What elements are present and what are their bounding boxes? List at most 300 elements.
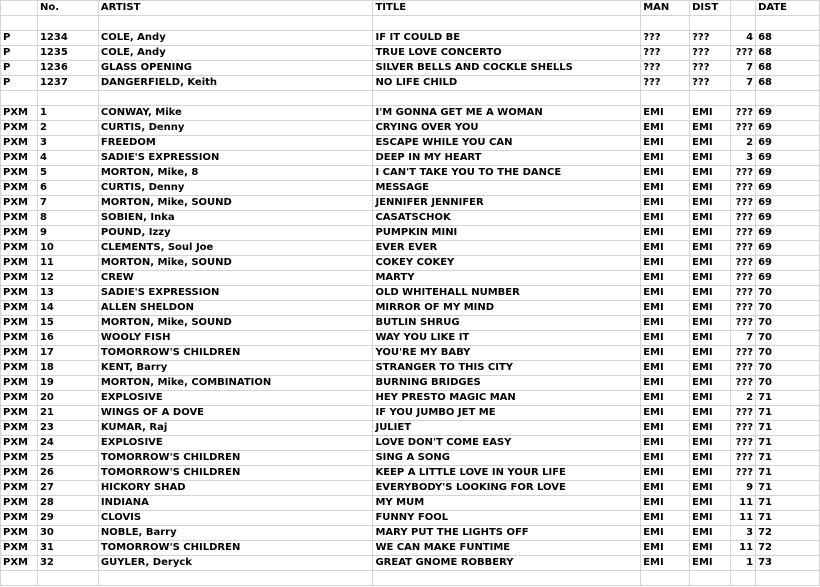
cell-manufacturer[interactable]: EMI <box>641 301 690 316</box>
cell-manufacturer[interactable]: EMI <box>641 466 690 481</box>
cell-manufacturer[interactable]: EMI <box>641 526 690 541</box>
cell-number[interactable] <box>37 91 98 106</box>
cell-distributor[interactable]: ??? <box>690 46 731 61</box>
cell-artist[interactable]: COLE, Andy <box>98 31 373 46</box>
cell-manufacturer[interactable]: ??? <box>641 31 690 46</box>
cell-prefix[interactable]: PXM <box>1 211 38 226</box>
cell-number[interactable]: 3 <box>37 136 98 151</box>
cell-distributor[interactable]: EMI <box>690 541 731 556</box>
cell-date[interactable]: 71 <box>756 391 820 406</box>
cell-artist[interactable]: CURTIS, Denny <box>98 121 373 136</box>
cell-title[interactable]: COKEY COKEY <box>373 256 641 271</box>
cell-artist[interactable]: KUMAR, Raj <box>98 421 373 436</box>
cell-prefix[interactable]: PXM <box>1 271 38 286</box>
cell-number[interactable]: 5 <box>37 166 98 181</box>
cell-number[interactable]: 19 <box>37 376 98 391</box>
cell-chart-position[interactable]: 2 <box>731 136 756 151</box>
cell-chart-position[interactable]: ??? <box>731 166 756 181</box>
cell-number[interactable]: 1235 <box>37 46 98 61</box>
cell-prefix[interactable]: PXM <box>1 466 38 481</box>
cell-number[interactable] <box>37 571 98 586</box>
cell-distributor[interactable]: EMI <box>690 466 731 481</box>
cell-chart-position[interactable] <box>731 91 756 106</box>
cell-title[interactable]: MARY PUT THE LIGHTS OFF <box>373 526 641 541</box>
cell-chart-position[interactable]: 2 <box>731 391 756 406</box>
cell-artist[interactable]: DANGERFIELD, Keith <box>98 76 373 91</box>
cell-prefix[interactable]: PXM <box>1 526 38 541</box>
cell-date[interactable]: 69 <box>756 151 820 166</box>
cell-distributor[interactable]: EMI <box>690 196 731 211</box>
cell-number[interactable]: 21 <box>37 406 98 421</box>
cell-manufacturer[interactable]: EMI <box>641 376 690 391</box>
cell-prefix[interactable]: PXM <box>1 556 38 571</box>
cell-number[interactable]: 1236 <box>37 61 98 76</box>
cell-title[interactable]: FUNNY FOOL <box>373 511 641 526</box>
cell-chart-position[interactable]: ??? <box>731 301 756 316</box>
cell-prefix[interactable]: PXM <box>1 361 38 376</box>
cell-artist[interactable]: WINGS OF A DOVE <box>98 406 373 421</box>
cell-manufacturer[interactable]: EMI <box>641 271 690 286</box>
cell-manufacturer[interactable]: EMI <box>641 241 690 256</box>
cell-chart-position[interactable]: ??? <box>731 466 756 481</box>
cell-artist[interactable]: GLASS OPENING <box>98 61 373 76</box>
cell-chart-position[interactable]: ??? <box>731 376 756 391</box>
cell-artist[interactable]: EXPLOSIVE <box>98 436 373 451</box>
cell-artist[interactable] <box>98 91 373 106</box>
cell-number[interactable]: 10 <box>37 241 98 256</box>
cell-distributor[interactable] <box>690 571 731 586</box>
cell-date[interactable]: 69 <box>756 226 820 241</box>
cell-distributor[interactable]: EMI <box>690 121 731 136</box>
cell-date[interactable]: 72 <box>756 526 820 541</box>
cell-artist[interactable]: TOMORROW'S CHILDREN <box>98 541 373 556</box>
cell-number[interactable]: 30 <box>37 526 98 541</box>
cell-date[interactable]: 69 <box>756 271 820 286</box>
cell-artist[interactable]: WOOLY FISH <box>98 331 373 346</box>
header-cell-number[interactable]: No. <box>37 1 98 16</box>
cell-title[interactable]: MARTY <box>373 271 641 286</box>
cell-title[interactable]: JULIET <box>373 421 641 436</box>
cell-manufacturer[interactable]: EMI <box>641 436 690 451</box>
cell-distributor[interactable]: EMI <box>690 481 731 496</box>
cell-date[interactable]: 71 <box>756 406 820 421</box>
cell-manufacturer[interactable]: EMI <box>641 136 690 151</box>
cell-prefix[interactable] <box>1 571 38 586</box>
cell-title[interactable]: KEEP A LITTLE LOVE IN YOUR LIFE <box>373 466 641 481</box>
cell-title[interactable]: SING A SONG <box>373 451 641 466</box>
cell-title[interactable] <box>373 16 641 31</box>
cell-number[interactable] <box>37 16 98 31</box>
cell-date[interactable]: 69 <box>756 211 820 226</box>
cell-date[interactable]: 68 <box>756 46 820 61</box>
cell-distributor[interactable]: EMI <box>690 436 731 451</box>
cell-chart-position[interactable]: ??? <box>731 436 756 451</box>
cell-prefix[interactable]: PXM <box>1 121 38 136</box>
cell-distributor[interactable]: EMI <box>690 211 731 226</box>
cell-chart-position[interactable]: ??? <box>731 211 756 226</box>
cell-title[interactable]: HEY PRESTO MAGIC MAN <box>373 391 641 406</box>
cell-number[interactable]: 6 <box>37 181 98 196</box>
cell-prefix[interactable]: PXM <box>1 541 38 556</box>
cell-title[interactable]: JENNIFER JENNIFER <box>373 196 641 211</box>
cell-chart-position[interactable]: ??? <box>731 286 756 301</box>
header-cell-prefix[interactable] <box>1 1 38 16</box>
cell-date[interactable] <box>756 91 820 106</box>
cell-manufacturer[interactable]: EMI <box>641 496 690 511</box>
cell-number[interactable]: 4 <box>37 151 98 166</box>
cell-artist[interactable]: CURTIS, Denny <box>98 181 373 196</box>
cell-title[interactable]: CRYING OVER YOU <box>373 121 641 136</box>
cell-artist[interactable]: HICKORY SHAD <box>98 481 373 496</box>
cell-date[interactable]: 73 <box>756 556 820 571</box>
cell-number[interactable]: 2 <box>37 121 98 136</box>
cell-prefix[interactable]: PXM <box>1 481 38 496</box>
cell-date[interactable]: 69 <box>756 181 820 196</box>
cell-chart-position[interactable]: ??? <box>731 121 756 136</box>
cell-distributor[interactable]: EMI <box>690 451 731 466</box>
cell-manufacturer[interactable]: EMI <box>641 106 690 121</box>
cell-title[interactable] <box>373 571 641 586</box>
header-cell-date[interactable]: DATE <box>756 1 820 16</box>
cell-title[interactable]: MIRROR OF MY MIND <box>373 301 641 316</box>
cell-number[interactable]: 17 <box>37 346 98 361</box>
cell-manufacturer[interactable] <box>641 16 690 31</box>
cell-manufacturer[interactable]: EMI <box>641 331 690 346</box>
cell-artist[interactable]: TOMORROW'S CHILDREN <box>98 346 373 361</box>
cell-date[interactable]: 69 <box>756 121 820 136</box>
cell-manufacturer[interactable]: EMI <box>641 451 690 466</box>
cell-chart-position[interactable]: ??? <box>731 346 756 361</box>
cell-chart-position[interactable]: 9 <box>731 481 756 496</box>
cell-distributor[interactable]: EMI <box>690 226 731 241</box>
cell-distributor[interactable]: EMI <box>690 556 731 571</box>
cell-date[interactable]: 71 <box>756 511 820 526</box>
cell-title[interactable]: WE CAN MAKE FUNTIME <box>373 541 641 556</box>
cell-title[interactable]: IF YOU JUMBO JET ME <box>373 406 641 421</box>
cell-manufacturer[interactable]: EMI <box>641 346 690 361</box>
cell-number[interactable]: 26 <box>37 466 98 481</box>
cell-prefix[interactable] <box>1 16 38 31</box>
cell-artist[interactable]: MORTON, Mike, SOUND <box>98 256 373 271</box>
cell-date[interactable]: 70 <box>756 316 820 331</box>
cell-manufacturer[interactable]: ??? <box>641 46 690 61</box>
cell-number[interactable]: 16 <box>37 331 98 346</box>
cell-date[interactable]: 71 <box>756 451 820 466</box>
cell-prefix[interactable]: PXM <box>1 181 38 196</box>
cell-chart-position[interactable]: ??? <box>731 316 756 331</box>
cell-number[interactable]: 14 <box>37 301 98 316</box>
cell-title[interactable]: MY MUM <box>373 496 641 511</box>
cell-title[interactable]: LOVE DON'T COME EASY <box>373 436 641 451</box>
cell-prefix[interactable]: PXM <box>1 106 38 121</box>
cell-date[interactable]: 70 <box>756 346 820 361</box>
cell-artist[interactable]: CLEMENTS, Soul Joe <box>98 241 373 256</box>
cell-prefix[interactable] <box>1 91 38 106</box>
cell-title[interactable]: EVERYBODY'S LOOKING FOR LOVE <box>373 481 641 496</box>
cell-distributor[interactable]: EMI <box>690 166 731 181</box>
header-cell-artist[interactable]: ARTIST <box>98 1 373 16</box>
cell-manufacturer[interactable]: EMI <box>641 211 690 226</box>
cell-chart-position[interactable]: ??? <box>731 226 756 241</box>
cell-title[interactable]: MESSAGE <box>373 181 641 196</box>
cell-manufacturer[interactable]: ??? <box>641 76 690 91</box>
cell-date[interactable]: 68 <box>756 61 820 76</box>
cell-manufacturer[interactable]: EMI <box>641 361 690 376</box>
cell-chart-position[interactable] <box>731 16 756 31</box>
cell-manufacturer[interactable]: EMI <box>641 316 690 331</box>
cell-artist[interactable] <box>98 16 373 31</box>
cell-chart-position[interactable]: 11 <box>731 511 756 526</box>
cell-distributor[interactable]: EMI <box>690 256 731 271</box>
cell-date[interactable]: 71 <box>756 481 820 496</box>
cell-title[interactable]: STRANGER TO THIS CITY <box>373 361 641 376</box>
cell-manufacturer[interactable]: EMI <box>641 391 690 406</box>
cell-manufacturer[interactable]: EMI <box>641 151 690 166</box>
cell-date[interactable]: 69 <box>756 196 820 211</box>
cell-distributor[interactable]: EMI <box>690 376 731 391</box>
cell-number[interactable]: 27 <box>37 481 98 496</box>
cell-date[interactable]: 70 <box>756 301 820 316</box>
cell-distributor[interactable]: EMI <box>690 151 731 166</box>
cell-date[interactable]: 70 <box>756 361 820 376</box>
cell-prefix[interactable]: PXM <box>1 196 38 211</box>
cell-prefix[interactable]: PXM <box>1 421 38 436</box>
cell-number[interactable]: 8 <box>37 211 98 226</box>
cell-prefix[interactable]: PXM <box>1 451 38 466</box>
cell-chart-position[interactable]: ??? <box>731 46 756 61</box>
cell-prefix[interactable]: PXM <box>1 436 38 451</box>
cell-date[interactable]: 69 <box>756 106 820 121</box>
cell-manufacturer[interactable] <box>641 91 690 106</box>
cell-distributor[interactable]: EMI <box>690 391 731 406</box>
cell-number[interactable]: 32 <box>37 556 98 571</box>
cell-chart-position[interactable]: ??? <box>731 406 756 421</box>
cell-date[interactable]: 71 <box>756 436 820 451</box>
cell-manufacturer[interactable]: EMI <box>641 226 690 241</box>
cell-artist[interactable]: INDIANA <box>98 496 373 511</box>
cell-distributor[interactable]: EMI <box>690 106 731 121</box>
cell-chart-position[interactable]: 3 <box>731 151 756 166</box>
cell-manufacturer[interactable]: EMI <box>641 406 690 421</box>
cell-artist[interactable]: EXPLOSIVE <box>98 391 373 406</box>
cell-distributor[interactable] <box>690 91 731 106</box>
cell-title[interactable]: BUTLIN SHRUG <box>373 316 641 331</box>
cell-manufacturer[interactable]: ??? <box>641 61 690 76</box>
cell-manufacturer[interactable] <box>641 571 690 586</box>
cell-distributor[interactable]: EMI <box>690 136 731 151</box>
cell-title[interactable]: YOU'RE MY BABY <box>373 346 641 361</box>
cell-date[interactable]: 71 <box>756 496 820 511</box>
cell-date[interactable]: 68 <box>756 31 820 46</box>
cell-number[interactable]: 24 <box>37 436 98 451</box>
cell-distributor[interactable]: EMI <box>690 181 731 196</box>
cell-chart-position[interactable]: 7 <box>731 76 756 91</box>
cell-date[interactable]: 70 <box>756 376 820 391</box>
cell-title[interactable] <box>373 91 641 106</box>
cell-date[interactable] <box>756 16 820 31</box>
cell-chart-position[interactable] <box>731 571 756 586</box>
cell-artist[interactable]: CREW <box>98 271 373 286</box>
cell-title[interactable]: EVER EVER <box>373 241 641 256</box>
cell-date[interactable] <box>756 571 820 586</box>
cell-number[interactable]: 18 <box>37 361 98 376</box>
header-cell-manufacturer[interactable]: MAN <box>641 1 690 16</box>
cell-manufacturer[interactable]: EMI <box>641 481 690 496</box>
cell-prefix[interactable]: PXM <box>1 331 38 346</box>
cell-title[interactable]: IF IT COULD BE <box>373 31 641 46</box>
cell-distributor[interactable]: EMI <box>690 271 731 286</box>
cell-manufacturer[interactable]: EMI <box>641 196 690 211</box>
cell-date[interactable]: 69 <box>756 256 820 271</box>
cell-number[interactable]: 28 <box>37 496 98 511</box>
cell-date[interactable]: 68 <box>756 76 820 91</box>
cell-manufacturer[interactable]: EMI <box>641 541 690 556</box>
cell-number[interactable]: 20 <box>37 391 98 406</box>
cell-prefix[interactable]: PXM <box>1 406 38 421</box>
cell-title[interactable]: I CAN'T TAKE YOU TO THE DANCE <box>373 166 641 181</box>
cell-manufacturer[interactable]: EMI <box>641 166 690 181</box>
cell-distributor[interactable]: EMI <box>690 526 731 541</box>
cell-prefix[interactable]: PXM <box>1 511 38 526</box>
cell-date[interactable]: 70 <box>756 286 820 301</box>
cell-date[interactable]: 69 <box>756 136 820 151</box>
cell-distributor[interactable]: EMI <box>690 301 731 316</box>
header-cell-chart-position[interactable] <box>731 1 756 16</box>
cell-chart-position[interactable]: ??? <box>731 106 756 121</box>
cell-date[interactable]: 71 <box>756 421 820 436</box>
cell-title[interactable]: NO LIFE CHILD <box>373 76 641 91</box>
cell-distributor[interactable]: EMI <box>690 316 731 331</box>
cell-prefix[interactable]: PXM <box>1 286 38 301</box>
cell-artist[interactable]: NOBLE, Barry <box>98 526 373 541</box>
cell-prefix[interactable]: PXM <box>1 256 38 271</box>
cell-chart-position[interactable]: 11 <box>731 496 756 511</box>
cell-number[interactable]: 12 <box>37 271 98 286</box>
cell-title[interactable]: OLD WHITEHALL NUMBER <box>373 286 641 301</box>
cell-chart-position[interactable]: 4 <box>731 31 756 46</box>
cell-title[interactable]: DEEP IN MY HEART <box>373 151 641 166</box>
cell-distributor[interactable]: EMI <box>690 511 731 526</box>
cell-number[interactable]: 15 <box>37 316 98 331</box>
cell-title[interactable]: I'M GONNA GET ME A WOMAN <box>373 106 641 121</box>
cell-prefix[interactable]: PXM <box>1 226 38 241</box>
cell-artist[interactable]: KENT, Barry <box>98 361 373 376</box>
cell-manufacturer[interactable]: EMI <box>641 181 690 196</box>
cell-title[interactable]: GREAT GNOME ROBBERY <box>373 556 641 571</box>
cell-chart-position[interactable]: ??? <box>731 196 756 211</box>
cell-artist[interactable] <box>98 571 373 586</box>
cell-number[interactable]: 1237 <box>37 76 98 91</box>
header-cell-title[interactable]: TITLE <box>373 1 641 16</box>
cell-chart-position[interactable]: ??? <box>731 451 756 466</box>
cell-manufacturer[interactable]: EMI <box>641 256 690 271</box>
cell-manufacturer[interactable]: EMI <box>641 286 690 301</box>
cell-title[interactable]: TRUE LOVE CONCERTO <box>373 46 641 61</box>
cell-chart-position[interactable]: ??? <box>731 271 756 286</box>
cell-chart-position[interactable]: ??? <box>731 181 756 196</box>
cell-chart-position[interactable]: ??? <box>731 256 756 271</box>
cell-distributor[interactable]: EMI <box>690 406 731 421</box>
cell-artist[interactable]: TOMORROW'S CHILDREN <box>98 451 373 466</box>
cell-prefix[interactable]: P <box>1 46 38 61</box>
cell-prefix[interactable]: PXM <box>1 166 38 181</box>
cell-artist[interactable]: FREEDOM <box>98 136 373 151</box>
cell-chart-position[interactable]: ??? <box>731 241 756 256</box>
cell-artist[interactable]: ALLEN SHELDON <box>98 301 373 316</box>
cell-prefix[interactable]: PXM <box>1 136 38 151</box>
cell-prefix[interactable]: PXM <box>1 241 38 256</box>
cell-chart-position[interactable]: ??? <box>731 361 756 376</box>
cell-distributor[interactable]: EMI <box>690 331 731 346</box>
cell-distributor[interactable]: EMI <box>690 346 731 361</box>
cell-artist[interactable]: MORTON, Mike, COMBINATION <box>98 376 373 391</box>
cell-prefix[interactable]: PXM <box>1 496 38 511</box>
cell-number[interactable]: 7 <box>37 196 98 211</box>
cell-chart-position[interactable]: 7 <box>731 61 756 76</box>
cell-title[interactable]: BURNING BRIDGES <box>373 376 641 391</box>
cell-number[interactable]: 9 <box>37 226 98 241</box>
cell-date[interactable]: 69 <box>756 241 820 256</box>
cell-distributor[interactable]: EMI <box>690 496 731 511</box>
cell-distributor[interactable]: EMI <box>690 286 731 301</box>
cell-artist[interactable]: SOBIEN, Inka <box>98 211 373 226</box>
cell-chart-position[interactable]: 7 <box>731 331 756 346</box>
cell-date[interactable]: 70 <box>756 331 820 346</box>
cell-number[interactable]: 25 <box>37 451 98 466</box>
cell-title[interactable]: PUMPKIN MINI <box>373 226 641 241</box>
cell-prefix[interactable]: PXM <box>1 316 38 331</box>
cell-prefix[interactable]: PXM <box>1 376 38 391</box>
cell-date[interactable]: 72 <box>756 541 820 556</box>
cell-distributor[interactable]: ??? <box>690 31 731 46</box>
cell-chart-position[interactable]: 11 <box>731 541 756 556</box>
cell-title[interactable]: SILVER BELLS AND COCKLE SHELLS <box>373 61 641 76</box>
cell-title[interactable]: WAY YOU LIKE IT <box>373 331 641 346</box>
cell-prefix[interactable]: PXM <box>1 391 38 406</box>
cell-number[interactable]: 29 <box>37 511 98 526</box>
cell-prefix[interactable]: PXM <box>1 151 38 166</box>
cell-distributor[interactable]: EMI <box>690 241 731 256</box>
cell-prefix[interactable]: P <box>1 76 38 91</box>
cell-artist[interactable]: COLE, Andy <box>98 46 373 61</box>
cell-prefix[interactable]: P <box>1 61 38 76</box>
cell-number[interactable]: 1234 <box>37 31 98 46</box>
cell-artist[interactable]: MORTON, Mike, SOUND <box>98 316 373 331</box>
cell-distributor[interactable]: EMI <box>690 421 731 436</box>
cell-number[interactable]: 1 <box>37 106 98 121</box>
cell-prefix[interactable]: PXM <box>1 346 38 361</box>
cell-date[interactable]: 71 <box>756 466 820 481</box>
cell-artist[interactable]: CLOVIS <box>98 511 373 526</box>
cell-number[interactable]: 31 <box>37 541 98 556</box>
cell-title[interactable]: ESCAPE WHILE YOU CAN <box>373 136 641 151</box>
cell-distributor[interactable]: ??? <box>690 76 731 91</box>
cell-chart-position[interactable]: 1 <box>731 556 756 571</box>
cell-distributor[interactable]: ??? <box>690 61 731 76</box>
cell-chart-position[interactable]: ??? <box>731 421 756 436</box>
cell-date[interactable]: 69 <box>756 166 820 181</box>
cell-chart-position[interactable]: 3 <box>731 526 756 541</box>
cell-number[interactable]: 13 <box>37 286 98 301</box>
cell-artist[interactable]: SADIE'S EXPRESSION <box>98 151 373 166</box>
cell-artist[interactable]: GUYLER, Deryck <box>98 556 373 571</box>
header-cell-distributor[interactable]: DIST <box>690 1 731 16</box>
cell-manufacturer[interactable]: EMI <box>641 556 690 571</box>
cell-distributor[interactable] <box>690 16 731 31</box>
cell-artist[interactable]: SADIE'S EXPRESSION <box>98 286 373 301</box>
cell-artist[interactable]: TOMORROW'S CHILDREN <box>98 466 373 481</box>
cell-title[interactable]: CASATSCHOK <box>373 211 641 226</box>
